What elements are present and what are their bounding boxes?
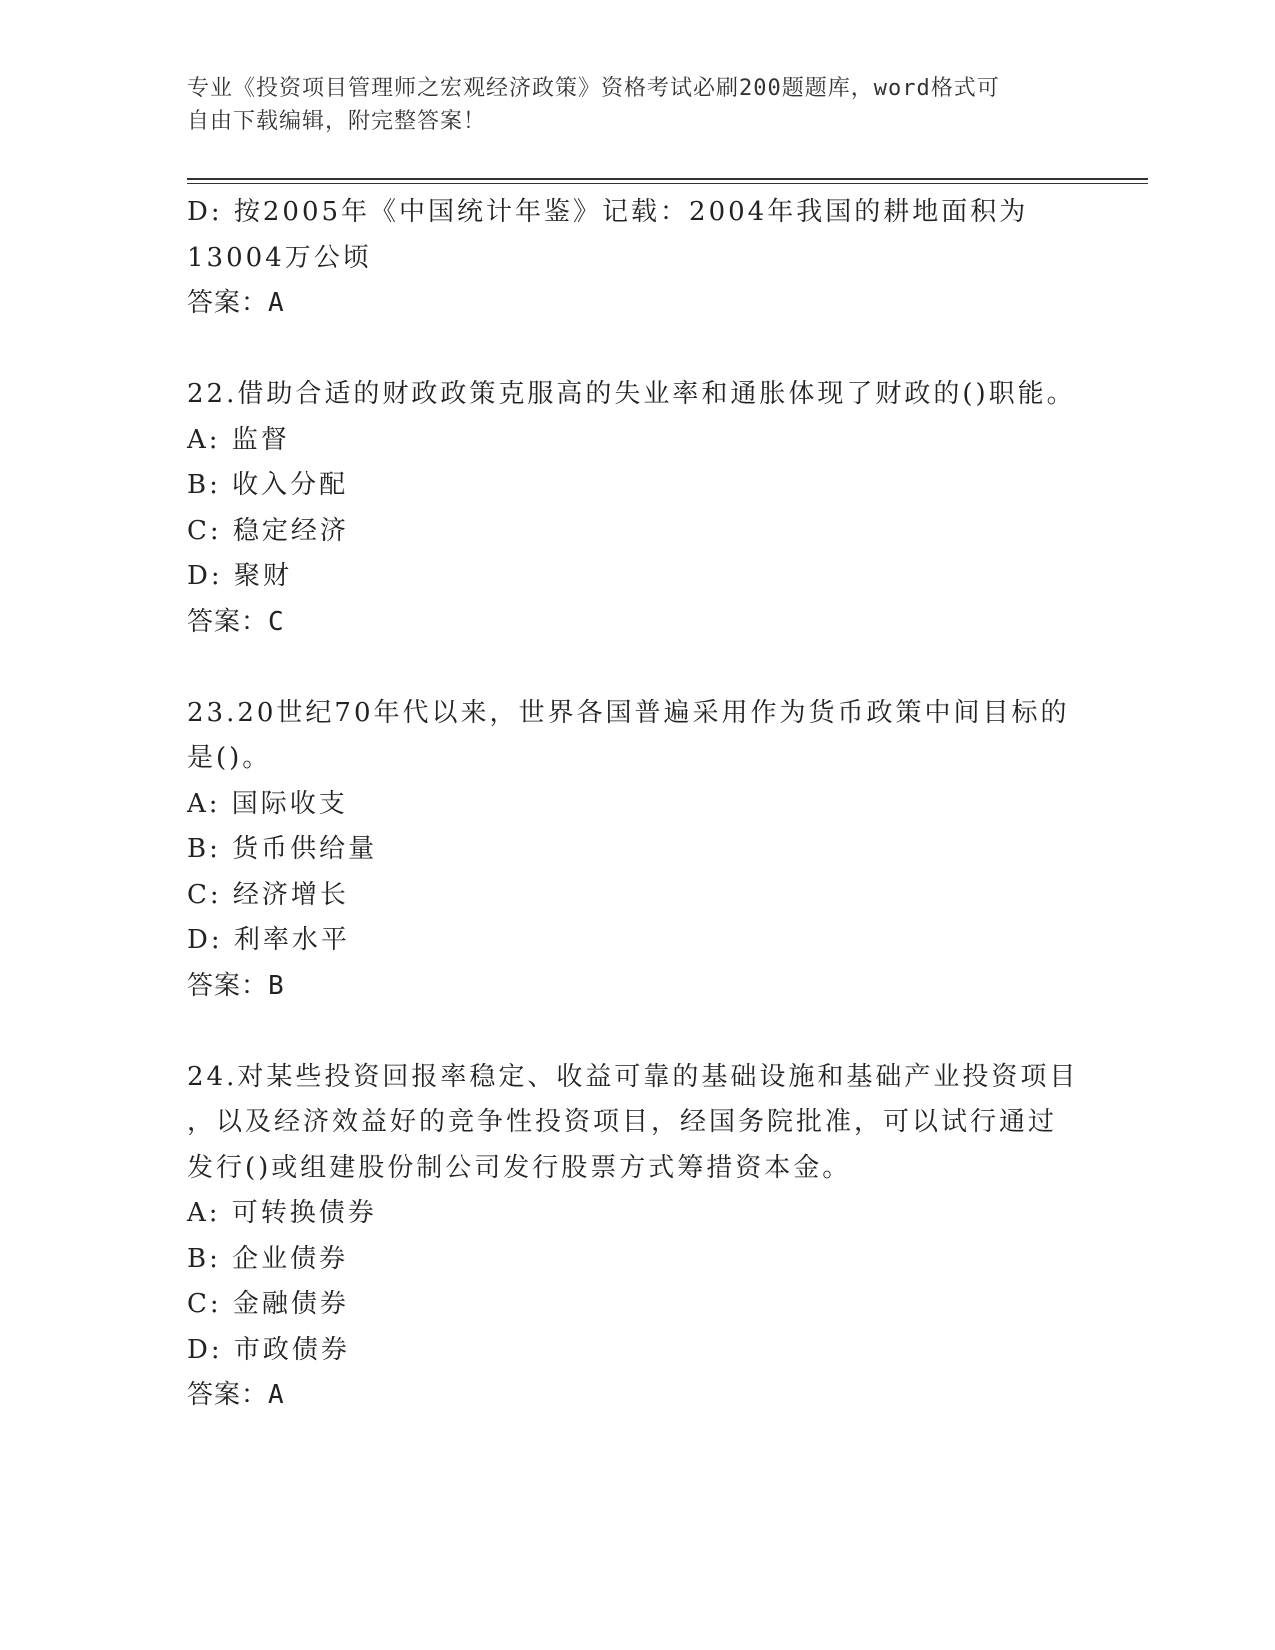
question-text-continued: 是()。 xyxy=(187,743,272,773)
option-d: D: 聚财 xyxy=(187,561,292,591)
option-b: B: 货币供给量 xyxy=(187,834,378,864)
answer-line: 答案：A xyxy=(187,288,285,318)
option-c: C: 经济增长 xyxy=(187,879,349,910)
answer-line: 答案：C xyxy=(187,606,285,637)
option-b: B: 企业债券 xyxy=(187,1243,349,1274)
question-text: 22.借助合适的财政政策克服高的失业率和通胀体现了财政的()职能。 xyxy=(187,379,1076,409)
option-d: D: 利率水平 xyxy=(187,925,350,955)
header-line-2: 自由下载编辑，附完整答案！ xyxy=(187,109,487,134)
option-b: B: 收入分配 xyxy=(187,470,349,500)
spacer xyxy=(187,327,1087,373)
option-c: C: 金融债券 xyxy=(187,1289,349,1319)
header-divider-thin xyxy=(187,183,1148,184)
question-text-continued: ，以及经济效益好的竞争性投资项目，经国务院批准，可以试行通过 xyxy=(187,1107,1058,1137)
question-24 xyxy=(187,1055,1087,1419)
option-a: A: 监督 xyxy=(187,424,290,455)
question-22 xyxy=(187,372,1087,645)
question-text-continued: 发行()或组建股份制公司发行股票方式筹措资本金。 xyxy=(187,1152,852,1183)
prev-question-block xyxy=(187,190,1087,327)
question-text: 24.对某些投资回报率稳定、收益可靠的基础设施和基础产业投资项目 xyxy=(187,1061,1079,1092)
question-text: 23.20世纪70年代以来，世界各国普遍采用作为货币政策中间目标的 xyxy=(187,697,1070,728)
document-header xyxy=(187,72,1067,138)
answer-line: 答案：B xyxy=(187,970,285,1001)
header-divider-thick xyxy=(187,178,1148,180)
question-23 xyxy=(187,691,1087,1010)
answer-line: 答案：A xyxy=(187,1380,285,1410)
header-line-1: 专业《投资项目管理师之宏观经济政策》资格考试必刷200题题库，word格式可 xyxy=(187,76,1000,101)
spacer xyxy=(187,645,1087,691)
option-d: D: 市政债券 xyxy=(187,1334,350,1365)
option-a: A: 可转换债券 xyxy=(187,1198,377,1228)
option-c: C: 稳定经济 xyxy=(187,515,349,546)
option-a: A: 国际收支 xyxy=(187,788,348,819)
spacer xyxy=(187,1009,1087,1055)
question-content xyxy=(187,190,1087,1419)
option-d: D: 按2005年《中国统计年鉴》记载：2004年我国的耕地面积为 xyxy=(187,197,1029,227)
option-d-continued: 13004万公顷 xyxy=(187,242,372,273)
